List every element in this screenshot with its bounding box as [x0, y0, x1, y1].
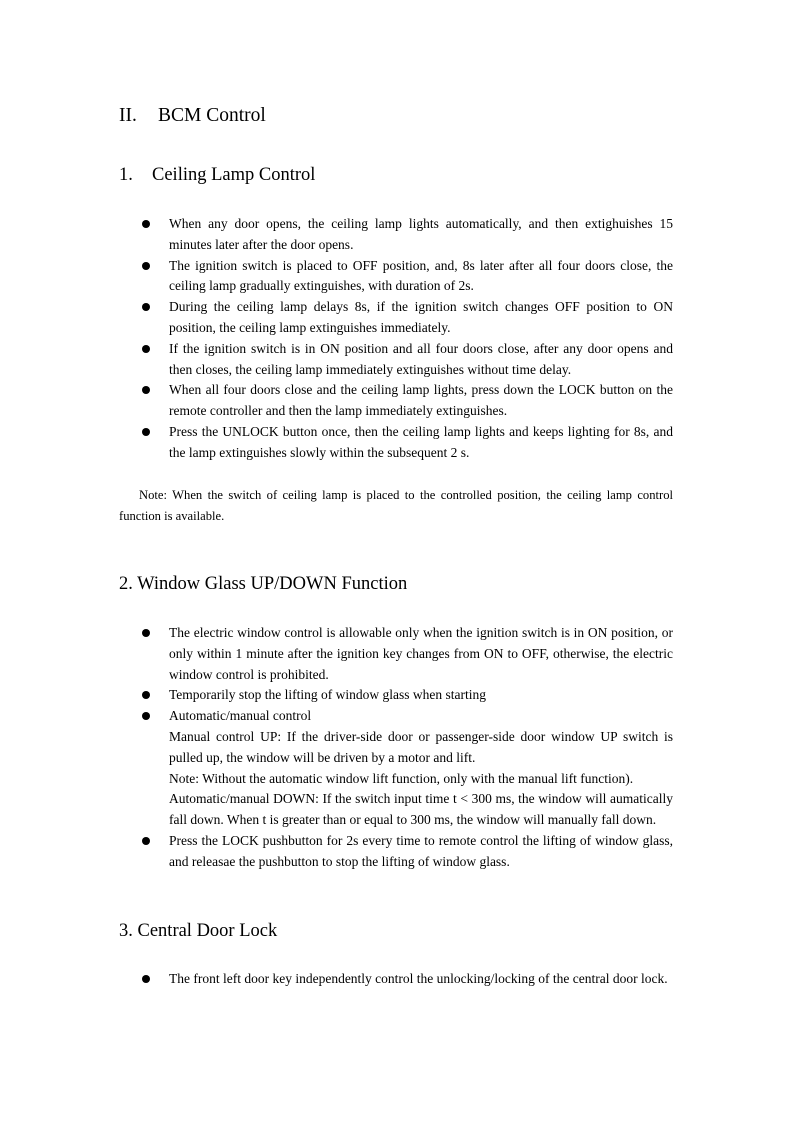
section-title: Window Glass UP/DOWN Function [137, 574, 408, 594]
section-title: Central Door Lock [137, 921, 278, 941]
bullet-text: Automatic/manual control [169, 708, 312, 724]
bullet-text: When all four doors close and the ceiling lamp lights, press down the LOCK button on the remote controller and then the lamp immediately extinguishes. [169, 382, 673, 419]
bullet-text: Temporarily stop the lifting of window glass when starting [169, 687, 487, 703]
bullet-icon [142, 303, 150, 311]
bullet-text: The ignition switch is placed to OFF position, and, 8s later after all four doors close, the ceiling lamp gradually extinguishes, with duration of 2s. [169, 257, 673, 294]
bullet-text: The front left door key independently control the unlocking/locking of the central door lock. [169, 971, 668, 986]
bullet-icon [142, 345, 150, 353]
section-number: 2. [119, 574, 133, 594]
bullet-icon [142, 975, 150, 983]
bullet-text: Press the UNLOCK button once, then the ceiling lamp lights and keeps lighting for 8s, and the lamp extinguishes slowly within the subsequent 2 s. [169, 423, 673, 460]
title-number: II. [119, 105, 137, 126]
list-item [0, 969, 673, 990]
note-text: Note: When the switch of ceiling lamp is placed to the controlled position, the ceiling lamp control function is available. [119, 488, 673, 523]
section-heading-window-glass [119, 574, 407, 595]
bullet-icon [142, 220, 150, 228]
list-item [0, 422, 673, 464]
list-item [0, 706, 673, 831]
bullet-text: When any door opens, the ceiling lamp lights automatically, and then extighuishes 15 minutes later after the door opens. [169, 216, 673, 252]
bullet-icon [142, 837, 150, 845]
list-item [0, 623, 673, 685]
bullet-icon [142, 262, 150, 270]
list-item [0, 256, 673, 298]
section-number: 1. [119, 165, 133, 185]
bullet-icon [142, 691, 150, 699]
bullet-text: If the ignition switch is in ON position and all four doors close, after any door opens and then closes, the ceiling lamp immediately extinguishes without time delay. [169, 340, 673, 377]
title-text: BCM Control [158, 105, 266, 126]
manual-note-text: Note: Without the automatic window lift function, only with the manual lift function). [169, 770, 634, 786]
list-item [0, 297, 673, 339]
section-title: Ceiling Lamp Control [152, 165, 316, 185]
manual-up-text: Manual control UP: If the driver-side door or passenger-side door window UP switch is pulled up, the window will be driven by a motor and lift. [169, 728, 673, 765]
bullet-text: During the ceiling lamp delays 8s, if the ignition switch changes OFF position to ON position, the ceiling lamp extinguishes immediately. [169, 299, 673, 335]
central-door-lock-list [0, 969, 793, 990]
bullet-text: Press the LOCK pushbutton for 2s every time to remote control the lifting of window glass, and releasae the pushbutton to stop the lifting of window glass. [169, 832, 673, 869]
bullet-icon [142, 386, 150, 394]
bullet-icon [142, 629, 150, 637]
bullet-icon [142, 428, 150, 436]
list-item [0, 380, 673, 422]
list-item [0, 831, 673, 873]
bullet-icon [142, 712, 150, 720]
auto-down-text: Automatic/manual DOWN: If the switch input time t < 300 ms, the window will aumatically fall down. When t is greater than or equal to 300 ms, the window will manually fall down. [169, 791, 673, 828]
page-title [119, 105, 266, 127]
list-item [0, 214, 673, 256]
section-heading-central-door-lock [119, 921, 277, 942]
list-item [0, 685, 673, 706]
list-item [0, 339, 673, 381]
section-heading-ceiling-lamp [119, 165, 315, 186]
section-number: 3. [119, 921, 133, 941]
ceiling-lamp-note [119, 485, 673, 527]
ceiling-lamp-list [0, 214, 793, 464]
bullet-text: The electric window control is allowable only when the ignition switch is in ON position, or only within 1 minute after the ignition key changes from ON to OFF, otherwise, the electric window control is prohibited. [169, 625, 673, 682]
window-glass-list [0, 623, 793, 873]
